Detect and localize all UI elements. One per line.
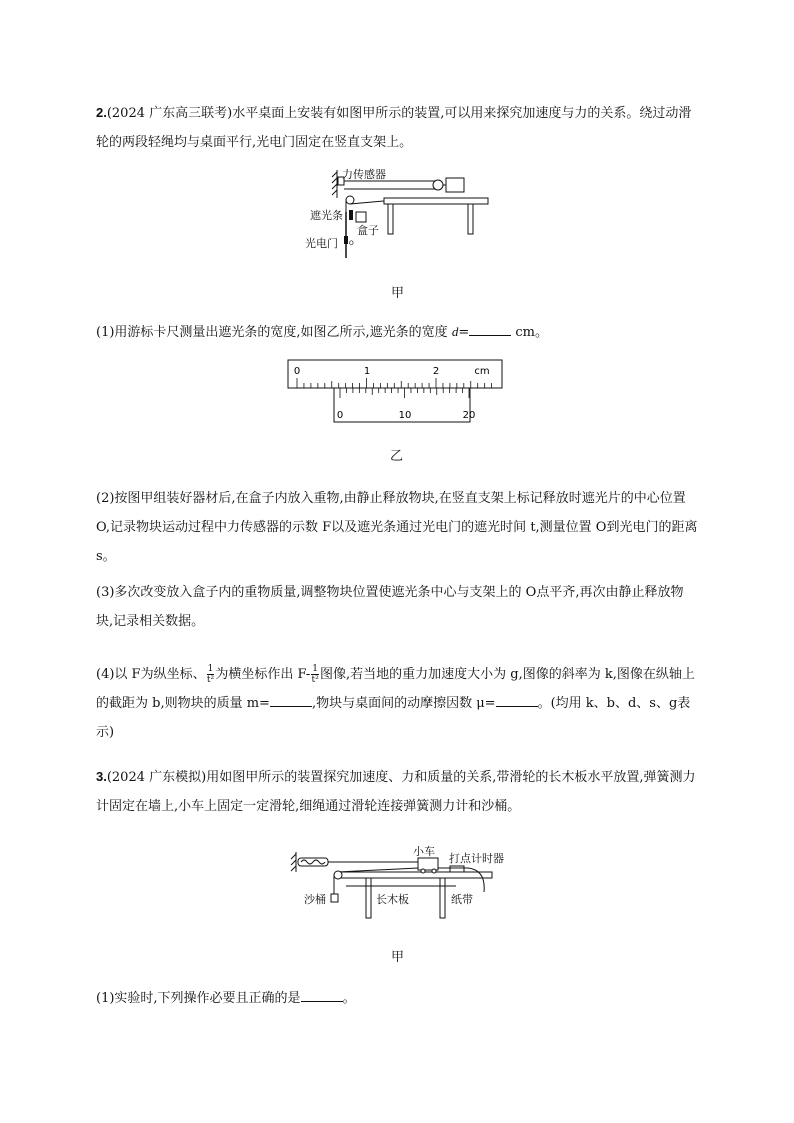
wall — [291, 852, 296, 872]
label-cart: 小车 — [413, 845, 435, 858]
q2-figure-caption-jia: 甲 — [391, 286, 405, 301]
q3-part1-text: (1)实验时,下列操作必要且正确的是 — [96, 991, 301, 1006]
q2-part4-text-d: ,物块与桌面间的动摩擦因数 μ= — [311, 696, 496, 711]
q2-part4-text-a: (4)以 F为纵坐标、 — [96, 667, 206, 682]
movable-pulley — [433, 180, 443, 190]
q2-part4-text-c: 图像,若当地的重力加速度大小为 g,图像的斜率为 k,图像在纵轴上的截距为 b,则物块的质量 m= — [96, 667, 695, 711]
q3-number: 3. — [96, 769, 107, 784]
answer-blank-d[interactable] — [469, 321, 511, 336]
light-strip — [349, 210, 353, 220]
board-pulley — [334, 871, 342, 879]
q2-intro — [96, 98, 700, 157]
equals-sign: = — [458, 325, 470, 340]
main-label-1: 1 — [363, 366, 371, 377]
dot-timer — [450, 866, 464, 872]
cart — [418, 858, 438, 870]
label-box: 盒子 — [357, 224, 379, 237]
q2-intro-text: (2024 广东高三联考)水平桌面上安装有如图甲所示的装置,可以用来探究加速度与力的关系。绕过动滑轮的两段轻绳均与桌面平行,光电门固定在竖直支架上。 — [96, 106, 692, 150]
q3-intro — [96, 762, 700, 821]
svg-text:O: O — [349, 240, 354, 247]
long-board — [336, 872, 492, 878]
sand-bucket — [331, 894, 338, 902]
q2-figure-caption-yi: 乙 — [390, 449, 404, 464]
vernier-label-0: 0 — [336, 410, 344, 421]
vernier-label-20: 20 — [462, 410, 476, 421]
q3-intro-text: (2024 广东模拟)用如图甲所示的装置探究加速度、力和质量的关系,带滑轮的长木板水平放置,弹簧测力计固定在墙上,小车上固定一定滑轮,细绳通过滑轮连接弹簧测力计和沙桶。 — [96, 770, 696, 814]
q2-part1 — [96, 317, 700, 347]
answer-blank-mu[interactable] — [496, 692, 538, 707]
label-dot-timer: 打点计时器 — [449, 852, 504, 865]
q2-part2: (2)按图甲组装好器材后,在盒子内放入重物,由静止释放物块,在竖直支架上标记释放时遮光片的中心位置 O,记录物块运动过程中力传感器的示数 F以及遮光条通过光电门的遮光时间 t,测量位置 O到光电门的距离 s。 — [96, 491, 698, 564]
unit-cm: cm。 — [511, 325, 548, 340]
label-light-strip: 遮光条 — [310, 209, 343, 222]
q3-part1 — [96, 984, 700, 1013]
label-sand-bucket: 沙桶 — [304, 893, 326, 906]
table-top — [384, 198, 488, 204]
frac-den-b: t² — [311, 675, 319, 685]
label-long-board: 长木板 — [376, 893, 409, 906]
photogate — [344, 236, 348, 244]
frac-num: 1 — [207, 664, 214, 674]
box — [356, 212, 366, 222]
main-label-0: 0 — [293, 366, 301, 377]
frac-num-b: 1 — [312, 664, 319, 674]
answer-blank-q3-1[interactable] — [301, 987, 343, 1002]
main-unit: cm — [474, 366, 490, 377]
fraction-1-over-t2 — [207, 664, 215, 685]
frac-den: t² — [206, 675, 215, 685]
vernier-caliper — [288, 360, 504, 424]
q2-number: 2. — [96, 105, 107, 120]
label-paper-tape: 纸带 — [451, 893, 473, 906]
wall-mount — [332, 170, 337, 198]
main-label-2: 2 — [432, 366, 440, 377]
q2-part4 — [96, 660, 700, 747]
var-d: d — [451, 324, 459, 339]
q3-figure-caption-jia: 甲 — [391, 950, 405, 965]
vernier-label-10: 10 — [398, 410, 412, 421]
q2-part1-text: (1)用游标卡尺测量出遮光条的宽度,如图乙所示,遮光条的宽度 — [96, 325, 452, 340]
q2-part4-text-b: 为横坐标作出 F- — [215, 667, 311, 682]
label-photogate: 光电门 — [305, 237, 338, 250]
q3-part1-end: 。 — [342, 991, 356, 1006]
q2-part4-text-e: 。(均用 k、b、d、s、g表示) — [96, 696, 691, 740]
answer-blank-mass[interactable] — [270, 692, 312, 707]
main-scale — [288, 360, 502, 388]
q2-part3: (3)多次改变放入盒子内的重物质量,调整物块位置使遮光条中心与支架上的 O点平齐,再次由静止释放物块,记录相关数据。 — [96, 585, 684, 629]
label-force-sensor: 力传感器 — [342, 168, 386, 181]
fraction-1-over-t2-b — [311, 664, 319, 685]
block — [446, 178, 464, 192]
